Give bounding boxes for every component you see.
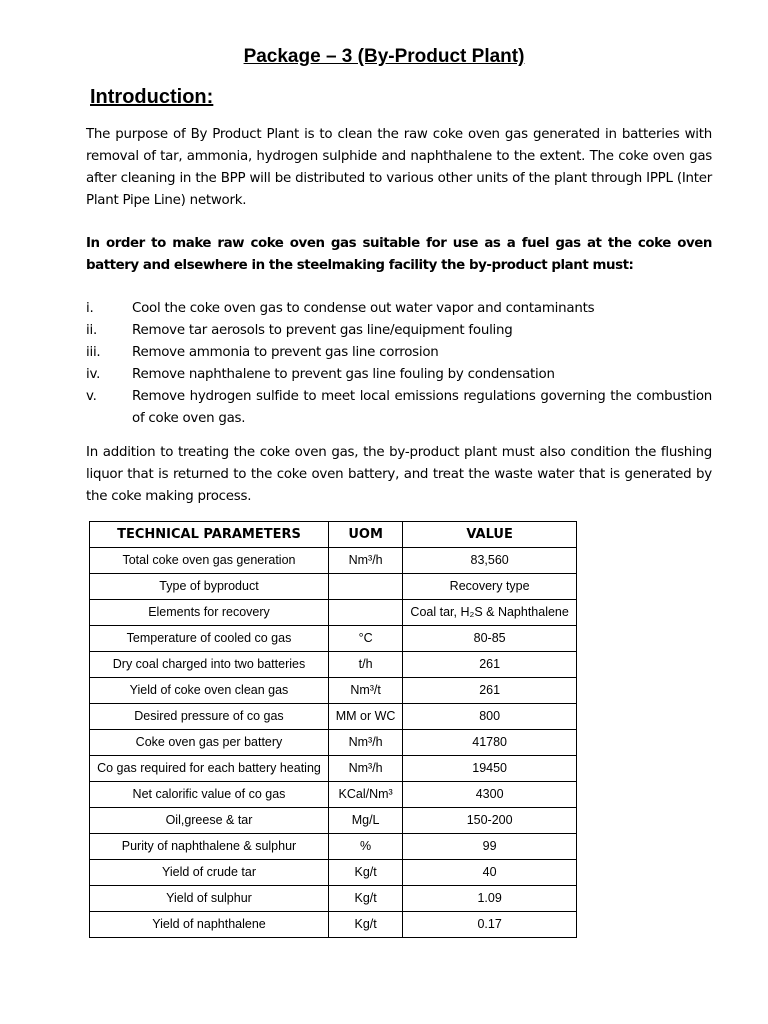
parameter-cell: Dry coal charged into two batteries: [90, 652, 329, 678]
uom-cell: °C: [328, 626, 402, 652]
table-row: [90, 756, 577, 782]
uom-cell: Nm³/h: [328, 730, 402, 756]
list-item-text: Remove ammonia to prevent gas line corrosion: [132, 345, 439, 360]
value-cell: 150-200: [403, 808, 577, 834]
value-cell: Recovery type: [403, 574, 577, 600]
intro-paragraph: The purpose of By Product Plant is to clean the raw coke oven gas generated in batteries with removal of tar, ammonia, hydrogen sulphide and naphthalene to the extent. The coke oven gas after cleaning in the BPP will be distributed to various other units of the plant through IPPL (Inter Plant Pipe Line) network.: [86, 127, 712, 208]
table-row: [90, 652, 577, 678]
list-item: [86, 342, 712, 364]
uom-cell: Nm³/t: [328, 678, 402, 704]
table-row: [90, 886, 577, 912]
list-item-number: ii.: [86, 323, 97, 338]
uom-cell: t/h: [328, 652, 402, 678]
parameter-cell: Coke oven gas per battery: [90, 730, 329, 756]
value-cell: Coal tar, H₂S & Naphthalene: [403, 600, 577, 626]
table-row: [90, 626, 577, 652]
parameter-cell: Type of byproduct: [90, 574, 329, 600]
column-header-uom: UOM: [328, 522, 402, 548]
uom-cell: Nm³/h: [328, 756, 402, 782]
column-header-parameter: TECHNICAL PARAMETERS: [90, 522, 329, 548]
value-cell: 800: [403, 704, 577, 730]
value-cell: 0.17: [403, 912, 577, 938]
value-cell: 40: [403, 860, 577, 886]
uom-cell: Kg/t: [328, 886, 402, 912]
parameter-cell: Elements for recovery: [90, 600, 329, 626]
parameter-cell: Desired pressure of co gas: [90, 704, 329, 730]
uom-cell: Nm³/h: [328, 548, 402, 574]
table-row: [90, 912, 577, 938]
uom-cell: MM or WC: [328, 704, 402, 730]
table-row: [90, 782, 577, 808]
table-row: [90, 678, 577, 704]
table-row: [90, 730, 577, 756]
value-cell: 4300: [403, 782, 577, 808]
table-row: [90, 548, 577, 574]
table-header-row: [90, 522, 577, 548]
list-item: [86, 298, 712, 320]
list-item-number: v.: [86, 389, 97, 404]
section-heading: Introduction:: [90, 86, 214, 108]
value-cell: 261: [403, 652, 577, 678]
parameter-cell: Yield of crude tar: [90, 860, 329, 886]
uom-cell: %: [328, 834, 402, 860]
value-cell: 83,560: [403, 548, 577, 574]
table-row: [90, 600, 577, 626]
column-header-value: VALUE: [403, 522, 577, 548]
parameter-cell: Net calorific value of co gas: [90, 782, 329, 808]
value-cell: 19450: [403, 756, 577, 782]
parameter-cell: Co gas required for each battery heating: [90, 756, 329, 782]
technical-parameters-table: [89, 521, 577, 938]
table-row: [90, 704, 577, 730]
list-item: [86, 386, 712, 430]
additional-paragraph: In addition to treating the coke oven gas, the by-product plant must also condition the flushing liquor that is returned to the coke oven battery, and treat the waste water that is generated by the coke making process.: [86, 445, 712, 504]
list-item-text: Cool the coke oven gas to condense out water vapor and contaminants: [132, 301, 595, 316]
list-item-text: Remove tar aerosols to prevent gas line/equipment fouling: [132, 323, 513, 338]
uom-cell: Kg/t: [328, 860, 402, 886]
document-title: Package – 3 (By-Product Plant): [243, 46, 525, 67]
value-cell: 99: [403, 834, 577, 860]
list-item-text: Remove naphthalene to prevent gas line fouling by condensation: [132, 367, 555, 382]
requirements-list: [86, 298, 712, 430]
table-row: [90, 574, 577, 600]
list-item: [86, 364, 712, 386]
uom-cell: [328, 600, 402, 626]
list-item: [86, 320, 712, 342]
list-item-number: iii.: [86, 345, 101, 360]
list-item-text: Remove hydrogen sulfide to meet local emissions regulations governing the combustion of coke oven gas.: [132, 389, 712, 426]
uom-cell: [328, 574, 402, 600]
uom-cell: Mg/L: [328, 808, 402, 834]
value-cell: 261: [403, 678, 577, 704]
parameter-cell: Yield of naphthalene: [90, 912, 329, 938]
requirements-paragraph: In order to make raw coke oven gas suitable for use as a fuel gas at the coke oven battery and elsewhere in the steelmaking facility the by-product plant must:: [86, 236, 712, 273]
table-row: [90, 834, 577, 860]
parameter-cell: Temperature of cooled co gas: [90, 626, 329, 652]
uom-cell: Kg/t: [328, 912, 402, 938]
parameter-cell: Oil,greese & tar: [90, 808, 329, 834]
value-cell: 41780: [403, 730, 577, 756]
parameter-cell: Yield of coke oven clean gas: [90, 678, 329, 704]
uom-cell: KCal/Nm³: [328, 782, 402, 808]
parameter-cell: Yield of sulphur: [90, 886, 329, 912]
parameter-cell: Total coke oven gas generation: [90, 548, 329, 574]
table-row: [90, 808, 577, 834]
table-row: [90, 860, 577, 886]
list-item-number: i.: [86, 301, 94, 316]
value-cell: 80-85: [403, 626, 577, 652]
value-cell: 1.09: [403, 886, 577, 912]
list-item-number: iv.: [86, 367, 101, 382]
parameter-cell: Purity of naphthalene & sulphur: [90, 834, 329, 860]
